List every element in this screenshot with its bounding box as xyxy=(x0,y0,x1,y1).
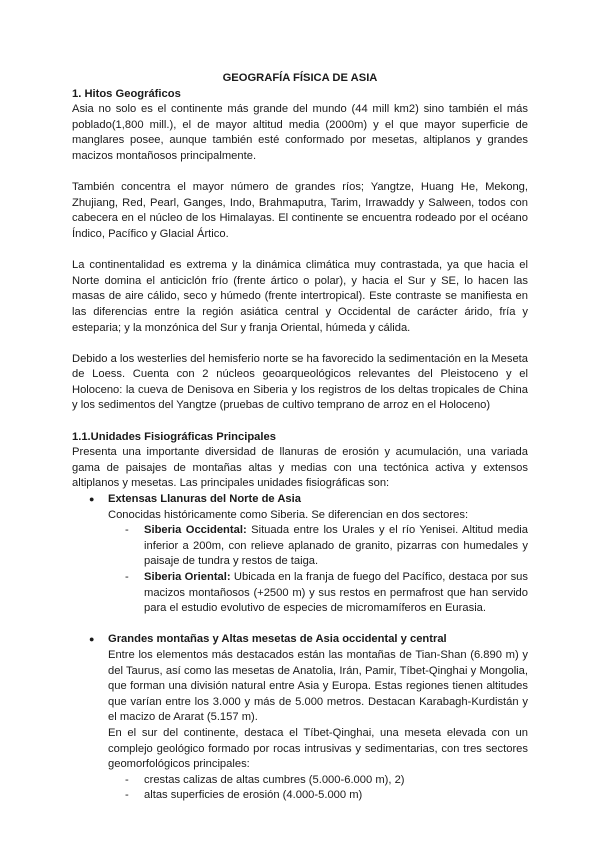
sub-list-item xyxy=(108,570,528,617)
paragraph: También concentra el mayor número de grandes ríos; Yangtze, Huang He, Mekong, Zhujiang, Red, Pearl, Ganges, Indo, Brahmaputra, Tarim, Irrawaddy y Salween, todos con cabecera en el núcleo de los Himalayas. El continente se encuentra rodeado por el océano Índico, Pacífico y Glacial Ártico. xyxy=(72,181,528,240)
sub-item-text: altas superficies de erosión (4.000-5.000 m) xyxy=(144,789,363,802)
section-heading-unidades: 1.1.Unidades Fisiográficas Principales xyxy=(72,430,276,443)
dash-icon: - xyxy=(125,773,129,786)
sub-item-text: crestas calizas de altas cumbres (5.000-6.000 m), 2) xyxy=(144,773,405,786)
list-item-title: Extensas Llanuras del Norte de Asia xyxy=(108,493,301,506)
dash-icon: - xyxy=(125,571,129,583)
paragraph: Asia no solo es el continente más grande del mundo (44 mill km2) sino también el más poblado(1,800 mill.), el de mayor altitud media (2000m) y el que mayor superficie de manglares posee, aunque también esté conformado por mesetas, altiplanos y grandes macizos montañosos principalmente. xyxy=(72,103,528,162)
sub-list xyxy=(108,523,528,617)
dash-icon: - xyxy=(125,524,129,537)
sub-item-label: Siberia Occidental: xyxy=(144,524,247,537)
sub-list-item xyxy=(108,773,528,789)
sub-list-item xyxy=(108,788,528,804)
document-title: GEOGRAFÍA FÍSICA DE ASIA xyxy=(222,72,378,84)
list-item-text: Conocidas históricamente como Siberia. Se diferencian en dos sectores: xyxy=(108,508,469,521)
paragraph: Presenta una importante diversidad de llanuras de erosión y acumulación, una variada gama de paisajes de montañas altas y medias con una tectónica activa y extensos altiplanos y mesetas. Las principales unidades fisiográficas son: xyxy=(72,446,528,490)
sub-item-text: Ubicada en la franja de fuego del Pacífico, destaca por sus macizos montañosos (+2500 m) y sus restos en permafrost que han servido para el estudio evolutivo de especies de micromamíferos en Eurasia. xyxy=(144,571,528,615)
list-item xyxy=(72,492,528,632)
sub-item-text: Situada entre los Urales y el río Yenisei. Altitud media inferior a 200m, con relieve aplanado de granito, pizarras con humedales y paisaje de tundra y restos de taiga. xyxy=(144,524,529,568)
sub-list xyxy=(108,773,528,804)
dash-icon: - xyxy=(125,789,129,802)
list-item-text: Entre los elementos más destacados están las montañas de Tian-Shan (6.890 m) y del Taurus, así como las mesetas de Anatolia, Irán, Pamir, Tíbet-Qinghai y Mongolia, que forman una división natural entre Asia y Europa. Estas regiones tienen altitudes que varían entre los 3.000 y más de 5.000 metros. Destacan Karabagh-Kurdistán y el macizo de Ararat (5.157 m). xyxy=(108,648,528,724)
bullet-icon: ● xyxy=(89,494,95,505)
list-item xyxy=(72,632,528,804)
section-heading-hitos: 1. Hitos Geográficos xyxy=(72,87,181,100)
sub-item-label: Siberia Oriental: xyxy=(144,571,231,583)
list-item-text: En el sur del continente, destaca el Tíbet-Qinghai, una meseta elevada con un complejo geológico formado por rocas intrusivas y sedimentarias, con tres sectores geomorfológicos principales: xyxy=(108,726,528,771)
bullet-icon: ● xyxy=(89,634,95,645)
sub-list-item xyxy=(108,523,528,570)
paragraph: La continentalidad es extrema y la dinámica climática muy contrastada, ya que hacia el Norte domina el anticiclón frío (frente ártico o polar), y hacia el Sur y SE, lo hacen las masas de aire cálido, seco y húmedo (frente intertropical). Este contraste se manifiesta en las diferencias entre la región asiática central y Occidental de carácter árido, fría y esteparia; y la monzónica del Sur y franja Oriental, húmeda y cálida. xyxy=(72,259,528,334)
paragraph: Debido a los westerlies del hemisferio norte se ha favorecido la sedimentación en la Meseta de Loess. Cuenta con 2 núcleos geoarqueológicos relevantes del Pleistoceno y el Holoceno: la cueva de Denisova en Siberia y los registros de los deltas tropicales de China y los sedimentos del Yangtze (pruebas de cultivo temprano de arroz en el Holoceno) xyxy=(72,352,528,412)
physiographic-units-list xyxy=(72,492,528,804)
list-item-title: Grandes montañas y Altas mesetas de Asia occidental y central xyxy=(108,633,447,646)
document-content xyxy=(72,71,528,804)
